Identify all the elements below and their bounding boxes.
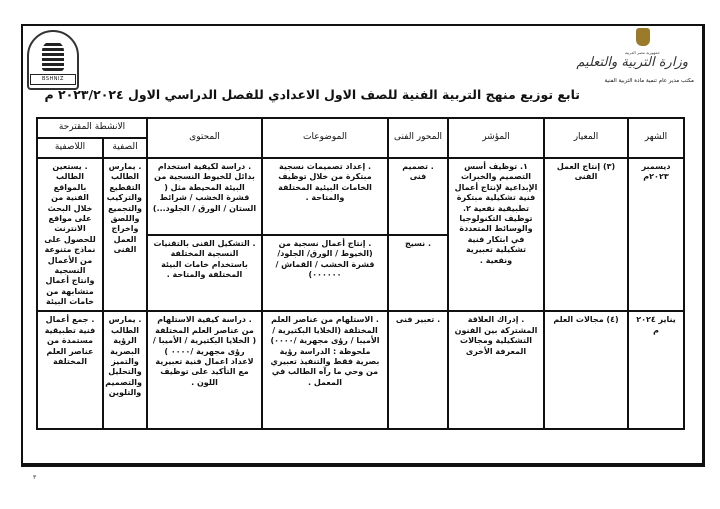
office-name: مكتب مدير عام تنمية مادة التربية الفنية	[604, 78, 694, 84]
school-emblem-logo	[27, 30, 79, 90]
indicator-cell: . إدراك العلاقة المشتركة بين الفنون التشكيلية ومجالات المعرفة الأخرى	[448, 311, 544, 429]
ministry-name: وزارة التربية والتعليم	[576, 55, 688, 70]
class-activity-cell: . يمارس الطالب الرؤية البصرية والتميز والتحليل والتصميم والتلوين	[103, 311, 147, 429]
month-cell: ديسمبر ٢٠٢٣م	[628, 158, 684, 311]
header-content: المحتوى	[147, 118, 262, 158]
axis-cell: . نسيج	[388, 235, 448, 312]
table-row	[37, 158, 684, 235]
header-indicator: المؤشر	[448, 118, 544, 158]
header-standard: المعيار	[544, 118, 628, 158]
emblem-icon	[42, 41, 64, 71]
header-activities: الانشطة المقترحة	[37, 118, 147, 138]
content-cell: . التشكيل الفنى بالتقنيات النسجية المختلفة باستخدام خامات البيئة المختلفة والمتاحة .	[147, 235, 262, 312]
header-topics: الموضوعات	[262, 118, 388, 158]
header-axis: المحور الفنى	[388, 118, 448, 158]
class-activity-cell: . يمارس الطالب التقطيع والتركيب والتجميع واللصق واخراج العمل الفنى	[103, 158, 147, 311]
topic-cell: . إعداد تصميمات نسجية مبتكرة من خلال توظيف الخامات البيئية المختلفة والمتاحة .	[262, 158, 388, 235]
extra-activity-cell: . يستعين الطالب بالمواقع الفنية من خلال البحث على مواقع الانترنت للحصول على نماذج متنوعة من الأعمال النسجية وانتاج أعمال متشابهة من خامات البيئة	[37, 158, 103, 311]
gov-line: جمهورية مصر العربية	[624, 50, 660, 55]
table-row	[37, 311, 684, 429]
standard-cell: (٤) مجالات العلم	[544, 311, 628, 429]
indicator-cell: ١. توظيف أسس التصميم والخبرات الإبداعية لإنتاج أعمال فنية تشكيلية مبتكرة تطبيقية نفعية ٢. توظيف التكنولوجيا والوسائط المتعددة في ابتكار فنية تشكيلية تعبيرية ونفعية .	[448, 158, 544, 311]
header-extra-activity: اللاصفية	[37, 138, 103, 158]
standard-cell: (٣) إنتاج العمل الفنى	[544, 158, 628, 311]
ministry-logo	[568, 28, 698, 90]
topic-cell: . الاستلهام من عناصر العلم المختلفة (الخلايا البكتيرية / الأميبا / رؤى مجهرية /٠٠٠٠) ملحوظة : الدراسة رؤية بصرية فقط والتنفيذ تعبيري من وحي ما رآه الطالب في المعمل .	[262, 311, 388, 429]
extra-activity-cell: . جمع أعمال فنية تطبيقية مستمدة من عناصر العلم المختلفة	[37, 311, 103, 429]
page-title: تابع توزيع منهج التربية الفنية للصف الاول الاعدادي للفصل الدراسي الاول ٢٠٢٣/٢٠٢٤ م	[44, 87, 580, 102]
month-cell: يناير ٢٠٢٤ م	[628, 311, 684, 429]
axis-cell: . تعبير فنى	[388, 311, 448, 429]
axis-cell: . تصميم فنى	[388, 158, 448, 235]
content-cell: . دراسة كيفية الاستلهام من عناصر العلم المختلفة ( الخلايا البكتيرية / الأميبا / رؤى مجهرية /٠٠٠٠ ) لاعداد اعمال فنية تعبيرية مع التأكيد على توظيف اللون .	[147, 311, 262, 429]
topic-cell: . إنتاج أعمال نسجية من (الخيوط / الورق/ الجلود/ قشرة الخشب / القماش / ٠٠٠٠٠٠)	[262, 235, 388, 312]
eagle-icon	[636, 28, 650, 46]
curriculum-table	[36, 117, 685, 430]
header-class-activity: الصفية	[103, 138, 147, 158]
page-number: ٣	[33, 474, 37, 481]
emblem-band: BSHNIZ	[30, 74, 76, 85]
content-cell: . دراسة لكيفية استخدام بدائل للخيوط النسجية من البيئة المحيطة مثل ( قشرة الخشب / شرائط الستان / الورق / الجلود...)	[147, 158, 262, 235]
header-month: الشهر	[628, 118, 684, 158]
